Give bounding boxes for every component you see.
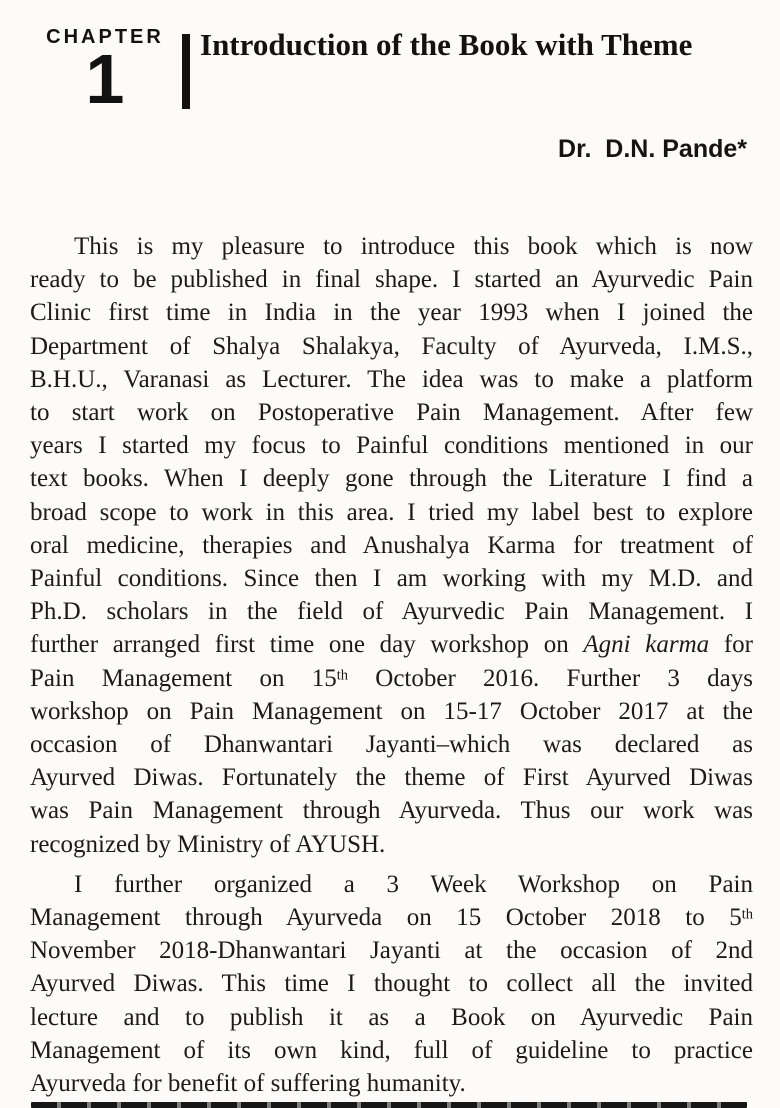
text-line bbox=[30, 462, 753, 495]
text-line bbox=[30, 230, 753, 263]
text-line bbox=[30, 628, 753, 661]
text-line bbox=[30, 562, 753, 595]
text-segment: for bbox=[709, 631, 753, 659]
text-line bbox=[30, 901, 753, 934]
text-segment: Ph.D. scholars in the field of Ayurvedic Pain Management. I bbox=[30, 598, 753, 626]
text-line bbox=[30, 662, 753, 695]
text-segment: recognized by Ministry of AYUSH. bbox=[30, 830, 386, 858]
chapter-number: 1 bbox=[85, 40, 125, 118]
text-segment: text books. When I deeply gone through the Literature I find a bbox=[30, 465, 753, 493]
chapter-block bbox=[40, 26, 170, 118]
paragraph bbox=[30, 868, 753, 1100]
text-line bbox=[30, 868, 753, 901]
text-segment: This is my pleasure to introduce this book which is now bbox=[74, 233, 753, 260]
text-segment: Ayurveda for benefit of suffering humanity. bbox=[30, 1070, 466, 1098]
text-segment: Clinic first time in India in the year 1993 when I joined the bbox=[30, 299, 753, 327]
text-segment: Pain Management on 15 bbox=[30, 664, 337, 692]
body-text bbox=[30, 230, 753, 1100]
text-line bbox=[30, 263, 753, 296]
text-line bbox=[30, 429, 753, 462]
text-segment: workshop on Pain Management on 15-17 October 2017 at the bbox=[30, 697, 753, 725]
text-segment: to start work on Postoperative Pain Management. After few bbox=[30, 399, 753, 427]
italic-text: Agni karma bbox=[583, 631, 710, 659]
text-line bbox=[30, 330, 753, 363]
text-line bbox=[30, 595, 753, 628]
text-segment: lecture and to publish it as a Book on Ayurvedic Pain bbox=[30, 1003, 753, 1031]
superscript-text: th bbox=[741, 906, 753, 923]
text-line bbox=[30, 496, 753, 529]
paragraph bbox=[30, 230, 753, 861]
text-line bbox=[30, 828, 753, 861]
text-segment: October 2016. Further 3 days bbox=[348, 664, 753, 692]
text-segment: oral medicine, therapies and Anushalya Karma for treatment of bbox=[30, 531, 753, 559]
text-segment: Ayurved Diwas. This time I thought to collect all the invited bbox=[30, 970, 753, 998]
text-line bbox=[30, 296, 753, 329]
text-segment: B.H.U., Varanasi as Lecturer. The idea was to make a platform bbox=[30, 365, 753, 393]
text-segment: further arranged first time one day workshop on bbox=[30, 631, 584, 659]
text-line bbox=[30, 396, 753, 429]
author-byline: Dr. D.N. Pande* bbox=[558, 135, 747, 163]
text-segment: was Pain Management through Ayurveda. Thus our work was bbox=[30, 797, 753, 825]
text-line bbox=[30, 1001, 753, 1034]
text-segment: Management of its own kind, full of guideline to practice bbox=[30, 1036, 753, 1064]
text-segment: Ayurved Diwas. Fortunately the theme of First Ayurved Diwas bbox=[30, 764, 753, 792]
text-segment: occasion of Dhanwantari Jayanti–which was declared as bbox=[30, 731, 753, 759]
text-segment: years I started my focus to Painful conditions mentioned in our bbox=[30, 432, 753, 460]
text-line bbox=[30, 794, 753, 827]
text-segment: Painful conditions. Since then I am working with my M.D. and bbox=[30, 565, 753, 593]
text-segment: broad scope to work in this area. I tried my label best to explore bbox=[30, 498, 753, 526]
text-segment: I further organized a 3 Week Workshop on Pain bbox=[74, 870, 753, 898]
text-line bbox=[30, 1034, 753, 1067]
text-line bbox=[30, 761, 753, 794]
text-line bbox=[30, 967, 753, 1000]
chapter-divider-bar bbox=[182, 34, 190, 109]
chapter-title: Introduction of the Book with Theme bbox=[200, 27, 693, 62]
text-segment: Department of Shalya Shalakya, Faculty of Ayurveda, I.M.S., bbox=[30, 332, 753, 360]
cutoff-text-artifact bbox=[31, 1102, 747, 1108]
text-line bbox=[30, 728, 753, 761]
text-segment: November 2018-Dhanwantari Jayanti at the occasion of 2nd bbox=[30, 937, 753, 965]
text-segment: Management through Ayurveda on 15 October 2018 to 5 bbox=[30, 904, 742, 932]
chapter-label: CHAPTER bbox=[46, 26, 164, 48]
text-line bbox=[30, 529, 753, 562]
text-line bbox=[30, 934, 753, 967]
text-line bbox=[30, 695, 753, 728]
text-line bbox=[30, 1067, 753, 1100]
text-segment: ready to be published in final shape. I started an Ayurvedic Pain bbox=[30, 266, 753, 294]
superscript-text: th bbox=[336, 667, 349, 684]
text-line bbox=[30, 363, 753, 396]
